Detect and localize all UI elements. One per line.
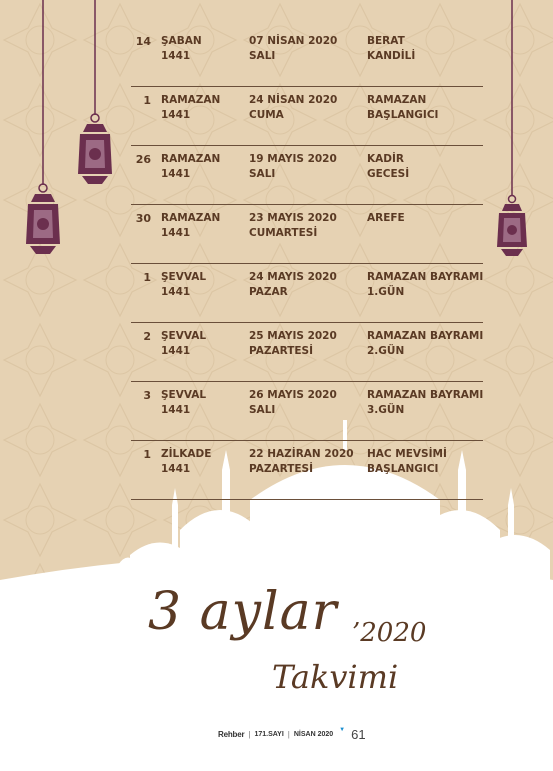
event-name: RAMAZAN BAYRAMI 1.GÜN [367,271,484,298]
hijri-day: 14 [135,35,151,48]
table-row [131,146,483,205]
title-year: ’2020 [352,618,427,648]
event-name: HAC MEVSİMİ BAŞLANGICI [367,448,447,475]
triangle-icon: ▼ [339,727,346,733]
table-row [131,441,483,500]
lantern-icon [72,0,118,200]
page-number: 61 [351,726,366,742]
hijri-day: 30 [135,212,151,225]
lantern-icon [20,0,66,260]
hijri-day: 1 [143,271,151,284]
gregorian-date: 22 HAZİRAN 2020 PAZARTESİ [249,448,354,475]
gregorian-date: 26 MAYIS 2020 SALI [249,389,337,416]
table-row [131,87,483,146]
table-row [131,323,483,382]
lantern-icon [492,0,532,262]
table-row [131,264,483,323]
footer-separator: | [248,729,251,739]
hijri-day: 3 [143,389,151,402]
page-subtitle: Takvimi [272,658,399,696]
hijri-month: ŞEVVAL 1441 [161,389,207,416]
hijri-day: 1 [143,448,151,461]
hijri-month: ZİLKADE 1441 [161,448,212,475]
table-row [131,205,483,264]
gregorian-date: 23 MAYIS 2020 CUMARTESİ [249,212,337,239]
event-name: BERAT KANDİLİ [367,35,416,62]
gregorian-date: 24 NİSAN 2020 CUMA [249,94,338,121]
hijri-month: ŞEVVAL 1441 [161,271,207,298]
hijri-day: 1 [143,94,151,107]
hijri-month: ŞEVVAL 1441 [161,330,207,357]
hijri-day: 2 [143,330,151,343]
gregorian-date: 24 MAYIS 2020 PAZAR [249,271,337,298]
magazine-logo: Rehber [218,729,245,739]
calendar-table [131,28,483,500]
event-name: RAMAZAN BAYRAMI 3.GÜN [367,389,484,416]
table-row [131,28,483,87]
event-name: RAMAZAN BAŞLANGICI [367,94,439,121]
issue-date: NİSAN 2020 [293,730,334,738]
title-block [0,580,553,720]
table-row [131,382,483,441]
page-title: 3 aylar [148,582,338,642]
footer-separator: | [287,729,290,739]
hijri-month: ŞABAN 1441 [161,35,202,62]
issue-number: 171.SAYI [254,730,284,738]
event-name: KADİR GECESİ [367,153,410,180]
hijri-month: RAMAZAN 1441 [161,153,221,180]
hijri-month: RAMAZAN 1441 [161,212,221,239]
event-name: AREFE [367,212,405,224]
event-name: RAMAZAN BAYRAMI 2.GÜN [367,330,484,357]
hijri-day: 26 [135,153,151,166]
page-footer [218,726,366,742]
gregorian-date: 07 NİSAN 2020 SALI [249,35,338,62]
gregorian-date: 19 MAYIS 2020 SALI [249,153,337,180]
hijri-month: RAMAZAN 1441 [161,94,221,121]
gregorian-date: 25 MAYIS 2020 PAZARTESİ [249,330,337,357]
